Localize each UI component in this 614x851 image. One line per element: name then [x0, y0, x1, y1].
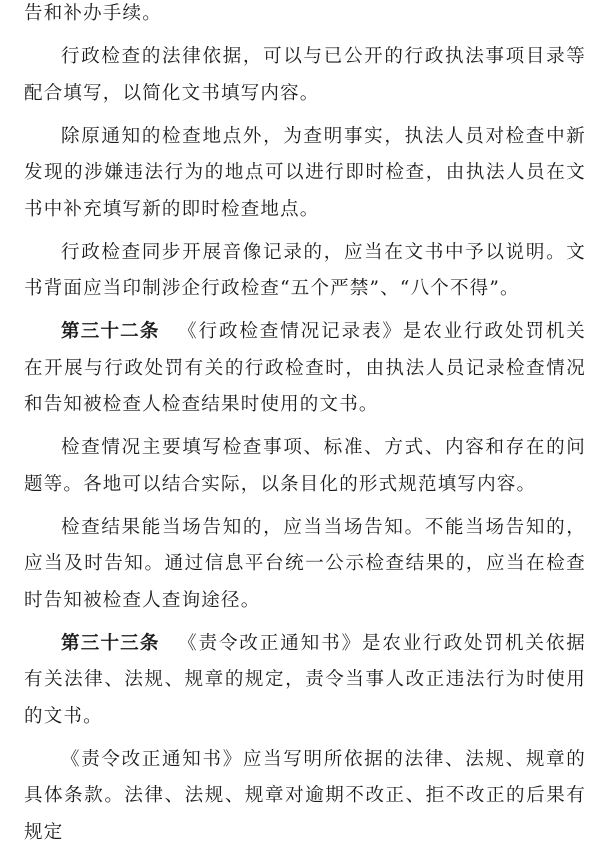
article-32-paragraph — [24, 314, 586, 424]
document-page — [24, 0, 586, 851]
paragraph-text: 检查情况主要填写检查事项、标准、方式、内容和存在的问题等。各地可以结合实际，以条目化的形式规范填写内容。 — [24, 437, 586, 495]
paragraph-1 — [24, 0, 586, 33]
article-number: 第三十二条 — [61, 321, 160, 342]
article-33-paragraph — [24, 626, 586, 736]
paragraph-3 — [24, 119, 586, 229]
paragraph-text: 《行政检查情况记录表》是农业行政处罚机关在开展与行政处罚有关的行政检查时，由执法人员记录检查情况和告知被检查人检查结果时使用的文书。 — [24, 321, 586, 415]
article-number: 第三十三条 — [61, 633, 160, 654]
paragraph-text: 行政检查的法律依据，可以与已公开的行政执法事项目录等配合填写，以简化文书填写内容。 — [24, 46, 586, 104]
paragraph-text: 《责令改正通知书》是农业行政处罚机关依据有关法律、法规、规章的规定，责令当事人改正违法行为时使用的文书。 — [24, 633, 586, 727]
paragraph-text: 告和补办手续。 — [24, 3, 162, 24]
paragraph-9 — [24, 742, 586, 851]
paragraph-text: 行政检查同步开展音像记录的，应当在文书中予以说明。文书背面应当印制涉企行政检查“五个严禁”、“八个不得”。 — [24, 242, 586, 300]
paragraph-7 — [24, 510, 586, 620]
paragraph-2 — [24, 39, 586, 112]
paragraph-4 — [24, 235, 586, 308]
paragraph-6 — [24, 430, 586, 503]
paragraph-text: 检查结果能当场告知的，应当当场告知。不能当场告知的，应当及时告知。通过信息平台统一公示检查结果的，应当在检查时告知被检查人查询途径。 — [24, 517, 586, 611]
paragraph-text: 除原通知的检查地点外，为查明事实，执法人员对检查中新发现的涉嫌违法行为的地点可以进行即时检查，由执法人员在文书中补充填写新的即时检查地点。 — [24, 126, 586, 220]
paragraph-text: 《责令改正通知书》应当写明所依据的法律、法规、规章的具体条款。法律、法规、规章对逾期不改正、拒不改正的后果有规定 — [24, 749, 586, 843]
